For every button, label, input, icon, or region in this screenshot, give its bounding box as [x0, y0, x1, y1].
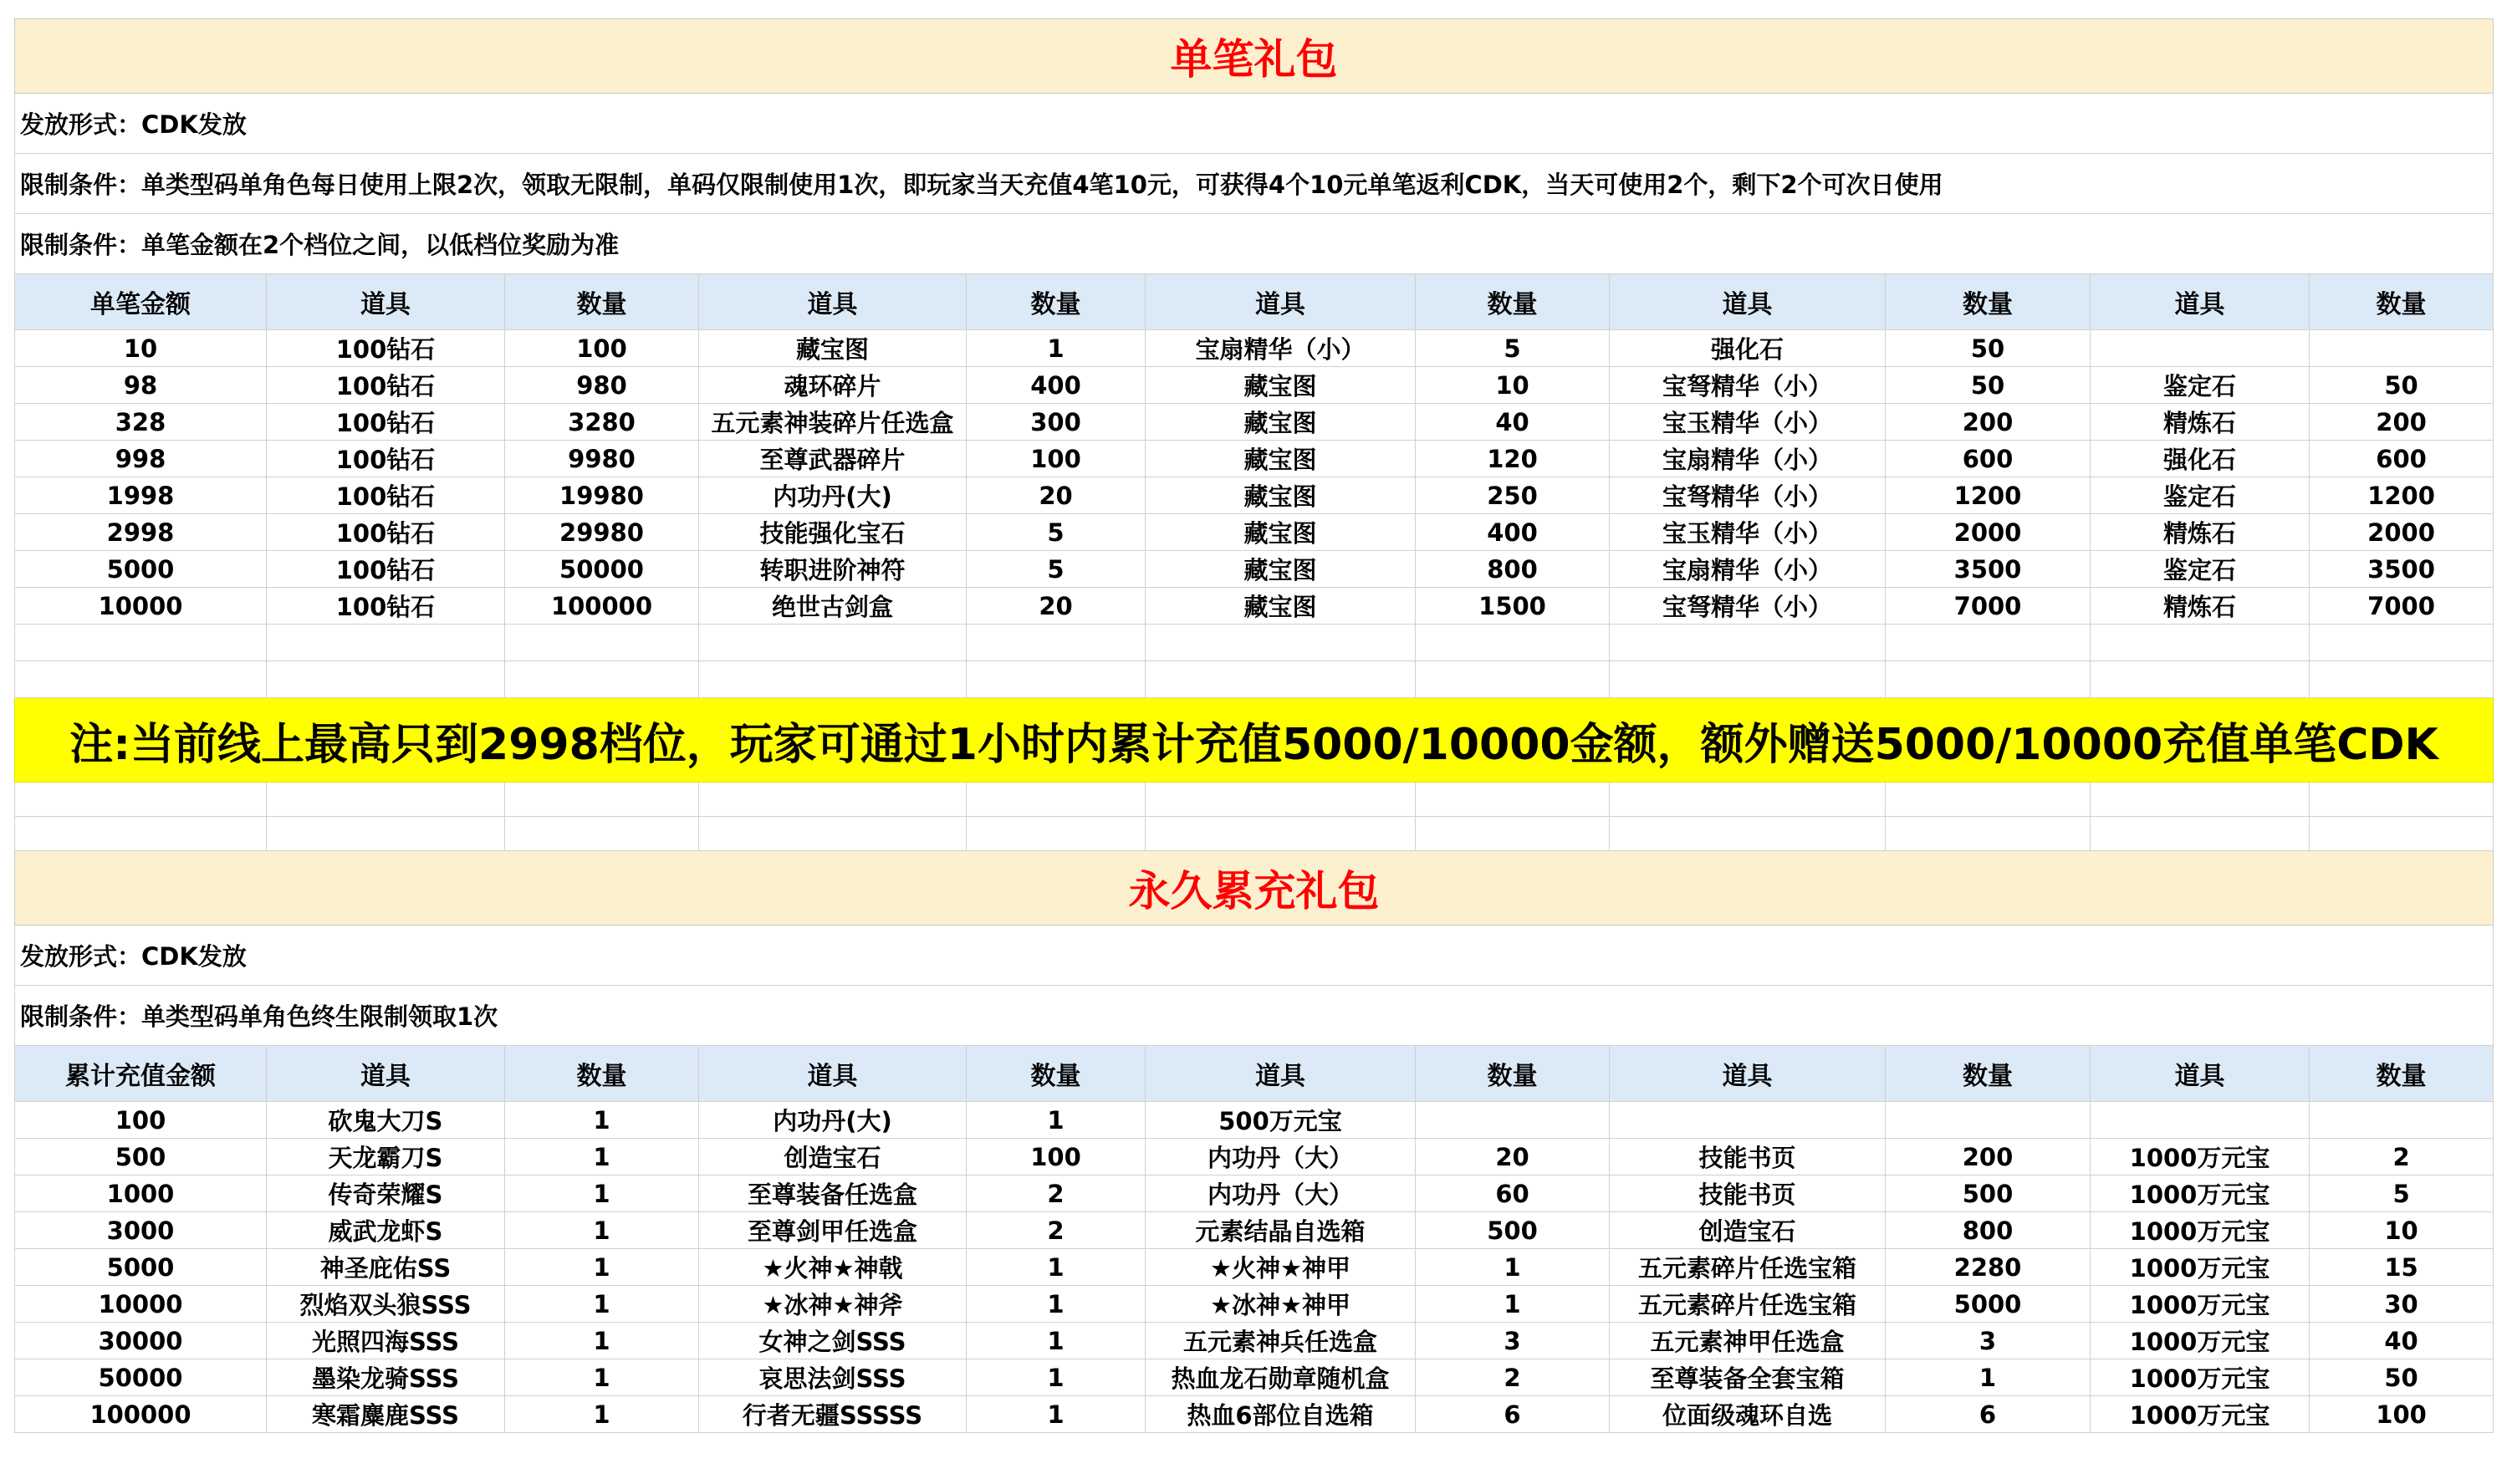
table-cell: 威武龙虾S	[267, 1212, 505, 1249]
table-cell: 1	[505, 1396, 699, 1433]
table-cell: 500万元宝	[1146, 1102, 1416, 1139]
single-rows	[15, 330, 2494, 625]
table-cell: 热血龙石勋章随机盒	[1146, 1359, 1416, 1396]
table-cell: 五元素神装碎片任选盒	[699, 404, 967, 441]
table-cell: 1000	[15, 1175, 267, 1212]
table-row	[15, 330, 2494, 367]
table-cell: 2	[1416, 1359, 1610, 1396]
table-cell: 100000	[15, 1396, 267, 1433]
table-cell: 鉴定石	[2091, 551, 2310, 588]
table-cell: 5000	[15, 1249, 267, 1286]
table-cell: 15	[2310, 1249, 2494, 1286]
table-cell: 50000	[505, 551, 699, 588]
table-cell: 寒霜麋鹿SSS	[267, 1396, 505, 1433]
table-cell: 500	[15, 1139, 267, 1175]
table-row	[15, 1139, 2494, 1175]
table-cell: 5	[1416, 330, 1610, 367]
table-cell: 烈焰双头狼SSS	[267, 1286, 505, 1323]
table-cell: 1	[505, 1139, 699, 1175]
cumulative-condition-1: 限制条件：单类型码单角色终生限制领取1次	[15, 986, 2494, 1046]
table-cell: 1	[1416, 1286, 1610, 1323]
table-cell: 3500	[2310, 551, 2494, 588]
table-cell: 热血6部位自选箱	[1146, 1396, 1416, 1433]
single-condition-1: 限制条件：单类型码单角色每日使用上限2次，领取无限制，单码仅限制使用1次，即玩家当天充值4笔10元，可获得4个10元单笔返利CDK，当天可使用2个，剩下2个可次日使用	[15, 154, 2494, 214]
table-cell: 200	[2310, 404, 2494, 441]
single-issue-method: 发放形式：CDK发放	[15, 94, 2494, 154]
table-cell: 100钻石	[267, 441, 505, 477]
table-cell: 98	[15, 367, 267, 404]
table-cell: 1	[967, 330, 1146, 367]
table-cell: 技能书页	[1610, 1139, 1886, 1175]
table-cell: 创造宝石	[699, 1139, 967, 1175]
table-cell: 800	[1416, 551, 1610, 588]
table-cell: 藏宝图	[1146, 551, 1416, 588]
table-cell: 100钻石	[267, 477, 505, 514]
column-header: 道具	[1146, 274, 1416, 330]
table-cell: 1	[505, 1175, 699, 1212]
table-cell: 至尊武器碎片	[699, 441, 967, 477]
single-recharge-section	[15, 19, 2494, 330]
table-cell: 1500	[1416, 588, 1610, 625]
table-cell: 创造宝石	[1610, 1212, 1886, 1249]
table-cell: 1	[505, 1286, 699, 1323]
table-cell: 1000万元宝	[2091, 1396, 2310, 1433]
table-cell: 200	[1886, 404, 2091, 441]
table-cell: 砍鬼大刀S	[267, 1102, 505, 1139]
table-row	[15, 1249, 2494, 1286]
column-header: 单笔金额	[15, 274, 267, 330]
table-cell: 10	[2310, 1212, 2494, 1249]
table-cell: 鉴定石	[2091, 477, 2310, 514]
table-cell: 元素结晶自选箱	[1146, 1212, 1416, 1249]
table-cell: 6	[1886, 1396, 2091, 1433]
table-cell	[1610, 1102, 1886, 1139]
table-cell: 神圣庇佑SS	[267, 1249, 505, 1286]
table-cell: 五元素神甲任选盒	[1610, 1323, 1886, 1359]
table-cell: 2000	[1886, 514, 2091, 551]
column-header: 数量	[2310, 1046, 2494, 1102]
table-cell: 1000万元宝	[2091, 1286, 2310, 1323]
cumulative-recharge-section	[15, 851, 2494, 1102]
table-cell: 五元素神兵任选盒	[1146, 1323, 1416, 1359]
blank-row	[15, 783, 2494, 817]
table-cell	[1886, 1102, 2091, 1139]
table-row	[15, 1286, 2494, 1323]
column-header: 道具	[1146, 1046, 1416, 1102]
table-cell: 1998	[15, 477, 267, 514]
table-row	[15, 1212, 2494, 1249]
table-cell: 100000	[505, 588, 699, 625]
table-cell: 3	[1886, 1323, 2091, 1359]
table-cell: 100钻石	[267, 330, 505, 367]
table-cell: 转职进阶神符	[699, 551, 967, 588]
table-cell: 1	[967, 1249, 1146, 1286]
table-row	[15, 1102, 2494, 1139]
table-cell: 宝玉精华（小）	[1610, 514, 1886, 551]
column-header: 数量	[1416, 1046, 1610, 1102]
table-cell: 20	[967, 588, 1146, 625]
table-cell: 哀思法剑SSS	[699, 1359, 967, 1396]
table-cell: 技能书页	[1610, 1175, 1886, 1212]
table-cell: 2	[967, 1175, 1146, 1212]
table-cell: 9980	[505, 441, 699, 477]
table-cell: 藏宝图	[1146, 441, 1416, 477]
table-row	[15, 514, 2494, 551]
table-cell	[2310, 330, 2494, 367]
table-cell: 藏宝图	[699, 330, 967, 367]
table-cell: 5	[2310, 1175, 2494, 1212]
column-header: 道具	[267, 274, 505, 330]
table-cell: 宝弩精华（小）	[1610, 367, 1886, 404]
table-cell: 1	[505, 1249, 699, 1286]
table-cell: 2000	[2310, 514, 2494, 551]
table-cell: 120	[1416, 441, 1610, 477]
table-cell: 980	[505, 367, 699, 404]
table-cell: 1	[505, 1323, 699, 1359]
table-cell: 6	[1416, 1396, 1610, 1433]
table-cell: 内功丹（大）	[1146, 1175, 1416, 1212]
table-cell	[2091, 330, 2310, 367]
table-cell: 100钻石	[267, 514, 505, 551]
table-cell: ★火神★神甲	[1146, 1249, 1416, 1286]
table-cell: 3280	[505, 404, 699, 441]
table-cell: 30	[2310, 1286, 2494, 1323]
table-cell: 100	[967, 441, 1146, 477]
blank-row	[15, 817, 2494, 851]
table-cell: 20	[1416, 1139, 1610, 1175]
table-cell: 10000	[15, 588, 267, 625]
single-condition-2: 限制条件：单笔金额在2个档位之间，以低档位奖励为准	[15, 214, 2494, 274]
table-cell: 40	[2310, 1323, 2494, 1359]
table-cell: 技能强化宝石	[699, 514, 967, 551]
column-header: 数量	[967, 274, 1146, 330]
table-cell: 100	[2310, 1396, 2494, 1433]
table-cell: ★冰神★神甲	[1146, 1286, 1416, 1323]
table-cell: 1	[967, 1323, 1146, 1359]
table-row	[15, 1323, 2494, 1359]
table-cell: 10	[1416, 367, 1610, 404]
table-cell: 宝扇精华（小）	[1610, 551, 1886, 588]
table-cell: 50	[2310, 367, 2494, 404]
table-cell: 五元素碎片任选宝箱	[1610, 1249, 1886, 1286]
table-cell: 250	[1416, 477, 1610, 514]
table-cell: 鉴定石	[2091, 367, 2310, 404]
table-cell: 3000	[15, 1212, 267, 1249]
table-cell: 宝玉精华（小）	[1610, 404, 1886, 441]
spreadsheet	[14, 18, 2493, 1433]
table-cell: 内功丹（大）	[1146, 1139, 1416, 1175]
table-cell: 5	[967, 551, 1146, 588]
table-cell: 宝扇精华（小）	[1610, 441, 1886, 477]
table-cell: 7000	[1886, 588, 2091, 625]
table-cell: 2	[2310, 1139, 2494, 1175]
column-header: 数量	[1886, 274, 2091, 330]
blank-row	[15, 661, 2494, 698]
table-cell: 1	[967, 1286, 1146, 1323]
table-cell: 10000	[15, 1286, 267, 1323]
table-cell: 强化石	[2091, 441, 2310, 477]
table-cell: 精炼石	[2091, 514, 2310, 551]
table-cell: 天龙霸刀S	[267, 1139, 505, 1175]
table-cell: 60	[1416, 1175, 1610, 1212]
table-row	[15, 1359, 2494, 1396]
table-cell: 600	[1886, 441, 2091, 477]
table-cell: 5	[967, 514, 1146, 551]
column-header: 道具	[699, 1046, 967, 1102]
column-header: 道具	[267, 1046, 505, 1102]
table-cell: 行者无疆SSSSS	[699, 1396, 967, 1433]
table-cell: 19980	[505, 477, 699, 514]
table-cell: 宝扇精华（小）	[1146, 330, 1416, 367]
table-cell: 10	[15, 330, 267, 367]
table-cell: 1	[505, 1102, 699, 1139]
column-header: 道具	[699, 274, 967, 330]
table-cell: 宝弩精华（小）	[1610, 477, 1886, 514]
cumulative-title: 永久累充礼包	[15, 851, 2494, 926]
column-header: 道具	[2091, 1046, 2310, 1102]
note-banner: 注:当前线上最高只到2998档位，玩家可通过1小时内累计充值5000/10000金额，额外赠送5000/10000充值单笔CDK	[15, 698, 2494, 783]
table-cell: 至尊装备全套宝箱	[1610, 1359, 1886, 1396]
table-cell: 800	[1886, 1212, 2091, 1249]
table-cell: 5000	[1886, 1286, 2091, 1323]
table-cell: 100钻石	[267, 404, 505, 441]
table-cell: 1	[505, 1359, 699, 1396]
table-cell: 998	[15, 441, 267, 477]
table-cell: 3	[1416, 1323, 1610, 1359]
table-cell: 1000万元宝	[2091, 1139, 2310, 1175]
table-cell: 2998	[15, 514, 267, 551]
cumulative-rows	[15, 1102, 2494, 1433]
table-cell: 1200	[2310, 477, 2494, 514]
spacer-section	[15, 625, 2494, 851]
single-header-row	[15, 274, 2494, 330]
table-cell: 墨染龙骑SSS	[267, 1359, 505, 1396]
table-cell: 200	[1886, 1139, 2091, 1175]
table-cell: 2280	[1886, 1249, 2091, 1286]
cumulative-header-row	[15, 1046, 2494, 1102]
table-row	[15, 1396, 2494, 1433]
table-cell: 精炼石	[2091, 588, 2310, 625]
table-cell: 1	[967, 1359, 1146, 1396]
table-cell: 强化石	[1610, 330, 1886, 367]
table-cell: 藏宝图	[1146, 514, 1416, 551]
table-cell	[1416, 1102, 1610, 1139]
table-row	[15, 588, 2494, 625]
column-header: 数量	[505, 1046, 699, 1102]
table-cell: 女神之剑SSS	[699, 1323, 967, 1359]
cumulative-issue-method: 发放形式：CDK发放	[15, 926, 2494, 986]
column-header: 数量	[1886, 1046, 2091, 1102]
table-cell: 1000万元宝	[2091, 1323, 2310, 1359]
table-cell: 300	[967, 404, 1146, 441]
table-cell: 100	[505, 330, 699, 367]
table-cell: 400	[1416, 514, 1610, 551]
column-header: 道具	[1610, 274, 1886, 330]
table-cell: 50	[1886, 367, 2091, 404]
table-cell: 2	[967, 1212, 1146, 1249]
blank-row	[15, 625, 2494, 661]
gift-table	[14, 18, 2494, 1433]
column-header: 道具	[2091, 274, 2310, 330]
table-cell: 至尊装备任选盒	[699, 1175, 967, 1212]
table-cell: 精炼石	[2091, 404, 2310, 441]
table-cell: 1	[1416, 1249, 1610, 1286]
table-cell: 1200	[1886, 477, 2091, 514]
column-header: 数量	[505, 274, 699, 330]
table-cell: 100	[967, 1139, 1146, 1175]
table-cell: 藏宝图	[1146, 477, 1416, 514]
table-cell: 1000万元宝	[2091, 1175, 2310, 1212]
column-header: 数量	[1416, 274, 1610, 330]
table-cell: 600	[2310, 441, 2494, 477]
table-cell: 内功丹(大)	[699, 1102, 967, 1139]
table-cell: 29980	[505, 514, 699, 551]
table-cell: 光照四海SSS	[267, 1323, 505, 1359]
table-cell: 100钻石	[267, 588, 505, 625]
table-cell: 500	[1416, 1212, 1610, 1249]
table-cell: 5000	[15, 551, 267, 588]
table-cell: 藏宝图	[1146, 588, 1416, 625]
table-cell: 1	[967, 1102, 1146, 1139]
table-cell: 100钻石	[267, 551, 505, 588]
column-header: 道具	[1610, 1046, 1886, 1102]
table-cell	[2091, 1102, 2310, 1139]
table-cell: 五元素碎片任选宝箱	[1610, 1286, 1886, 1323]
table-row	[15, 477, 2494, 514]
table-cell: 20	[967, 477, 1146, 514]
table-cell: 400	[967, 367, 1146, 404]
table-row	[15, 404, 2494, 441]
table-cell: 50	[2310, 1359, 2494, 1396]
table-cell: 藏宝图	[1146, 404, 1416, 441]
table-cell: 1000万元宝	[2091, 1359, 2310, 1396]
table-cell: 7000	[2310, 588, 2494, 625]
table-cell: 1	[1886, 1359, 2091, 1396]
table-cell: 3500	[1886, 551, 2091, 588]
table-cell	[2310, 1102, 2494, 1139]
table-cell: 1000万元宝	[2091, 1212, 2310, 1249]
table-cell: 500	[1886, 1175, 2091, 1212]
table-cell: 藏宝图	[1146, 367, 1416, 404]
table-cell: 30000	[15, 1323, 267, 1359]
table-row	[15, 551, 2494, 588]
table-cell: 至尊剑甲任选盒	[699, 1212, 967, 1249]
table-cell: 1	[505, 1212, 699, 1249]
table-cell: 传奇荣耀S	[267, 1175, 505, 1212]
table-cell: 位面级魂环自选	[1610, 1396, 1886, 1433]
table-cell: ★冰神★神斧	[699, 1286, 967, 1323]
table-cell: 1	[967, 1396, 1146, 1433]
table-row	[15, 1175, 2494, 1212]
table-cell: 100	[15, 1102, 267, 1139]
table-cell: 100钻石	[267, 367, 505, 404]
single-title: 单笔礼包	[15, 19, 2494, 94]
table-cell: 328	[15, 404, 267, 441]
table-row	[15, 367, 2494, 404]
table-cell: ★火神★神戟	[699, 1249, 967, 1286]
table-cell: 1000万元宝	[2091, 1249, 2310, 1286]
column-header: 数量	[2310, 274, 2494, 330]
table-row	[15, 441, 2494, 477]
table-cell: 50000	[15, 1359, 267, 1396]
column-header: 累计充值金额	[15, 1046, 267, 1102]
table-cell: 内功丹(大)	[699, 477, 967, 514]
table-cell: 40	[1416, 404, 1610, 441]
table-cell: 宝弩精华（小）	[1610, 588, 1886, 625]
table-cell: 魂环碎片	[699, 367, 967, 404]
column-header: 数量	[967, 1046, 1146, 1102]
table-cell: 绝世古剑盒	[699, 588, 967, 625]
table-cell: 50	[1886, 330, 2091, 367]
